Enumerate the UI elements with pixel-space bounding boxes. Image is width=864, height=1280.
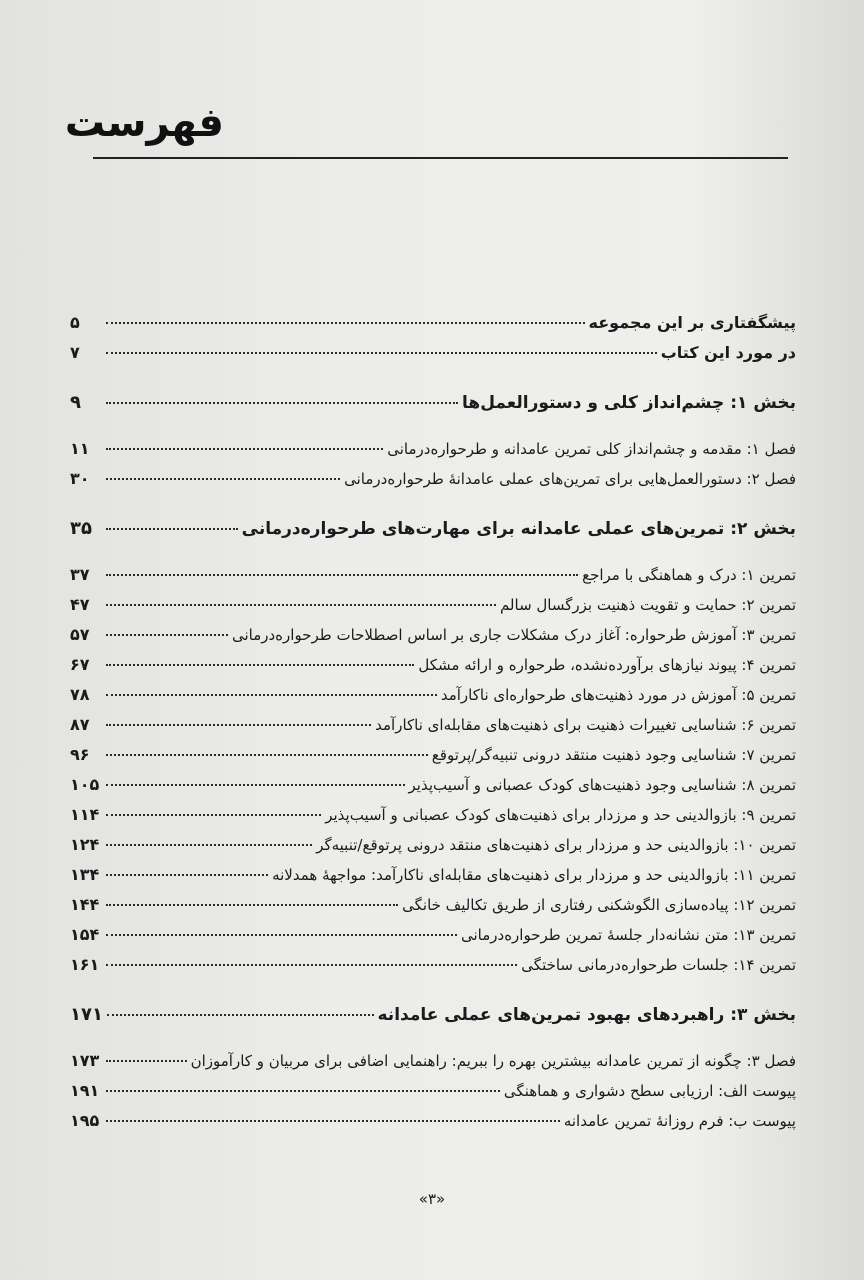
toc-entry bbox=[70, 1106, 796, 1136]
toc-entry bbox=[70, 710, 796, 740]
dot-leader bbox=[106, 402, 458, 404]
toc-entry-label: تمرین ۱۱: بازوالدینی حد و مرزدار برای ذهنیت‌های مقابله‌ای ناکارآمد: مواجههٔ همدلانه bbox=[272, 866, 796, 884]
toc-part-2-heading bbox=[70, 514, 796, 544]
toc-entry-about-book bbox=[70, 338, 796, 368]
toc-page-number: ۷ bbox=[70, 343, 80, 362]
toc-entry-label: تمرین ۹: بازوالدینی حد و مرزدار برای ذهنیت‌های کودک عصبانی و آسیب‌پذیر bbox=[325, 806, 796, 824]
toc-entry bbox=[70, 620, 796, 650]
toc-page-number: ۶۷ bbox=[70, 655, 90, 674]
dot-leader bbox=[106, 448, 383, 450]
toc-entry bbox=[70, 920, 796, 950]
toc-page-number: ۱۲۴ bbox=[70, 835, 100, 854]
toc-page-number: ۷۸ bbox=[70, 685, 90, 704]
toc-entry-preface bbox=[70, 308, 796, 338]
toc-page-number: ۱۹۱ bbox=[70, 1081, 100, 1100]
toc-page-number: ۱۱ bbox=[70, 439, 90, 458]
show-through-text bbox=[150, 88, 790, 268]
toc-page-number: ۳۰ bbox=[70, 469, 90, 488]
toc-entry bbox=[70, 890, 796, 920]
toc-page-number: ۱۴۴ bbox=[70, 895, 100, 914]
toc-entry bbox=[70, 800, 796, 830]
toc-page-number: ۱۵۴ bbox=[70, 925, 100, 944]
dot-leader bbox=[106, 322, 585, 324]
page-title: فهرست bbox=[64, 100, 224, 146]
table-of-contents bbox=[70, 308, 796, 1136]
dot-leader bbox=[106, 1090, 500, 1092]
dot-leader bbox=[106, 528, 238, 530]
toc-page-number: ۳۷ bbox=[70, 565, 90, 584]
toc-entry-label: فصل ۲: دستورالعمل‌هایی برای تمرین‌های عملی عامدانهٔ طرحواره‌درمانی bbox=[344, 470, 796, 488]
toc-page-number: ۸۷ bbox=[70, 715, 90, 734]
dot-leader bbox=[107, 1014, 374, 1016]
toc-entry-label: بخش ۱: چشم‌انداز کلی و دستورالعمل‌ها bbox=[462, 393, 796, 413]
toc-entry-label: پیشگفتاری بر این مجموعه bbox=[588, 313, 796, 332]
dot-leader bbox=[106, 874, 268, 876]
title-underline bbox=[93, 157, 788, 159]
toc-entry-label: فصل ۱: مقدمه و چشم‌انداز کلی تمرین عامدانه و طرحواره‌درمانی bbox=[387, 440, 796, 458]
toc-entry-label: فصل ۳: چگونه از تمرین عامدانه بیشترین بهره را ببریم: راهنمایی اضافی برای مربیان و کارآموزان bbox=[190, 1052, 796, 1070]
toc-entry bbox=[70, 830, 796, 860]
toc-entry-label: تمرین ۶: شناسایی تغییرات ذهنیت برای ذهنیت‌های مقابله‌ای ناکارآمد bbox=[375, 716, 796, 734]
dot-leader bbox=[106, 784, 405, 786]
dot-leader bbox=[106, 844, 312, 846]
dot-leader bbox=[106, 664, 414, 666]
toc-page-number: ۱۶۱ bbox=[70, 955, 100, 974]
toc-entry bbox=[70, 740, 796, 770]
dot-leader bbox=[106, 634, 228, 636]
toc-entry bbox=[70, 650, 796, 680]
dot-leader bbox=[106, 574, 578, 576]
dot-leader bbox=[106, 724, 371, 726]
toc-page-number: ۱۷۱ bbox=[70, 1004, 103, 1025]
toc-entry bbox=[70, 860, 796, 890]
dot-leader bbox=[106, 1120, 560, 1122]
toc-page-number: ۱۳۴ bbox=[70, 865, 100, 884]
toc-entry bbox=[70, 950, 796, 980]
toc-part-3-heading bbox=[70, 1000, 796, 1030]
dot-leader bbox=[106, 694, 437, 696]
toc-entry-label: تمرین ۳: آموزش طرحواره: آغاز درک مشکلات جاری بر اساس اصطلاحات طرحواره‌درمانی bbox=[231, 626, 796, 644]
toc-page-number: ۱۱۴ bbox=[70, 805, 100, 824]
toc-page-number: ۵ bbox=[70, 313, 80, 332]
toc-entry-label: تمرین ۱: درک و هماهنگی با مراجع bbox=[582, 566, 796, 584]
toc-entry bbox=[70, 1046, 796, 1076]
toc-page-number: ۳۵ bbox=[70, 518, 92, 539]
dot-leader bbox=[106, 1060, 187, 1062]
toc-entry bbox=[70, 590, 796, 620]
toc-page-number: ۵۷ bbox=[70, 625, 90, 644]
toc-entry-label: تمرین ۷: شناسایی وجود ذهنیت منتقد درونی تنبیه‌گر/پرتوقع bbox=[431, 746, 796, 764]
dot-leader bbox=[106, 904, 398, 906]
toc-page-number: ۹۶ bbox=[70, 745, 90, 764]
dot-leader bbox=[106, 964, 517, 966]
toc-entry-label: تمرین ۴: پیوند نیازهای برآورده‌نشده، طرحواره و ارائه مشکل bbox=[418, 656, 796, 674]
toc-entry bbox=[70, 1076, 796, 1106]
toc-entry-label: تمرین ۱۰: بازوالدینی حد و مرزدار برای ذهنیت‌های منتقد درونی پرتوقع/تنبیه‌گر bbox=[316, 836, 796, 854]
toc-page-number: ۴۷ bbox=[70, 595, 90, 614]
toc-entry-label: بخش ۳: راهبردهای بهبود تمرین‌های عملی عامدانه bbox=[377, 1005, 796, 1025]
toc-entry-label: تمرین ۲: حمایت و تقویت ذهنیت بزرگسال سالم bbox=[499, 596, 796, 614]
toc-page-number: ۱۷۳ bbox=[70, 1051, 100, 1070]
toc-entry-label: تمرین ۵: آموزش در مورد ذهنیت‌های طرحواره‌ای ناکارآمد bbox=[440, 686, 796, 704]
page-number: «۳» bbox=[418, 1190, 446, 1208]
dot-leader bbox=[106, 754, 428, 756]
dot-leader bbox=[106, 934, 457, 936]
toc-entry bbox=[70, 434, 796, 464]
toc-page-number: ۱۹۵ bbox=[70, 1111, 100, 1130]
toc-entry-label: تمرین ۱۲: پیاده‌سازی الگوشکنی رفتاری از طریق تکالیف خانگی bbox=[402, 896, 796, 914]
dot-leader bbox=[106, 814, 321, 816]
toc-entry-label: در مورد این کتاب bbox=[660, 343, 796, 362]
toc-entry-label: تمرین ۸: شناسایی وجود ذهنیت‌های کودک عصبانی و آسیب‌پذیر bbox=[408, 776, 796, 794]
toc-entry-label: پیوست الف: ارزیابی سطح دشواری و هماهنگی bbox=[503, 1082, 796, 1100]
toc-entry-label: تمرین ۱۳: متن نشانه‌دار جلسهٔ تمرین طرحواره‌درمانی bbox=[460, 926, 796, 944]
toc-entry-label: تمرین ۱۴: جلسات طرحواره‌درمانی ساختگی bbox=[521, 956, 796, 974]
toc-entry bbox=[70, 680, 796, 710]
toc-page-number: ۱۰۵ bbox=[70, 775, 100, 794]
dot-leader bbox=[106, 352, 657, 354]
toc-page-number: ۹ bbox=[70, 392, 81, 413]
toc-entry-label: پیوست ب: فرم روزانهٔ تمرین عامدانه bbox=[563, 1112, 796, 1130]
dot-leader bbox=[106, 604, 496, 606]
toc-part-1-heading bbox=[70, 388, 796, 418]
toc-entry-label: بخش ۲: تمرین‌های عملی عامدانه برای مهارت‌های طرحواره‌درمانی bbox=[241, 519, 796, 539]
toc-entry bbox=[70, 560, 796, 590]
dot-leader bbox=[106, 478, 340, 480]
toc-entry bbox=[70, 770, 796, 800]
toc-entry bbox=[70, 464, 796, 494]
